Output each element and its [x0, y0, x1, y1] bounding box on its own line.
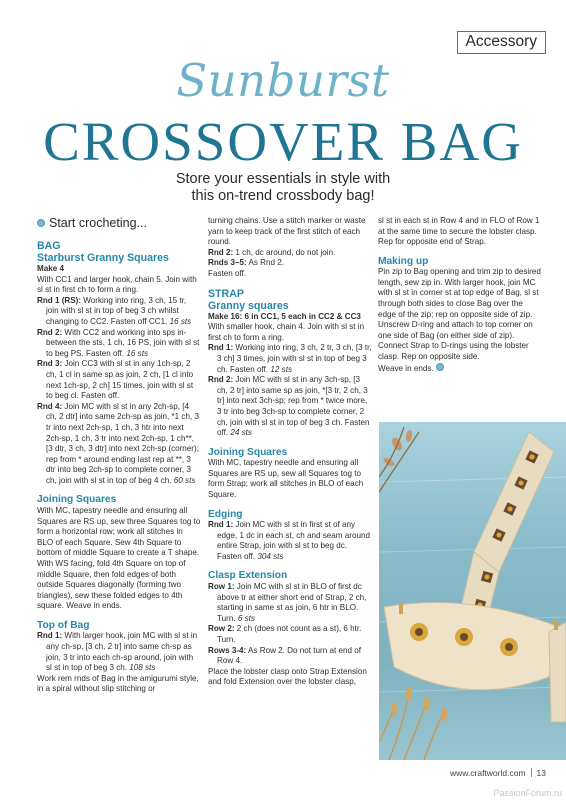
rnd-label: Rnd 2:: [208, 375, 234, 385]
cont-text: turning chains. Use a stitch marker or waste yarn to keep track of the first stitch of each round.: [208, 216, 366, 247]
rnd-text: Join MC with sl st in any 3ch-sp, [3 ch, 2 tr] into same sp as join, *[3 tr, 2 ch, 3 tr] into next 3ch-sp; rep from * twice more, 3 tr into beg 3ch-sp to complete corner, 2 ch, join with sl st in top of beg 3 ch. Fasten off.: [217, 375, 370, 438]
weave-label: Weave in ends.: [378, 363, 434, 373]
rnd-label: Rnd 1:: [208, 520, 234, 530]
row-text: 2 ch (does not count as a st), 6 htr. Turn.: [217, 624, 362, 644]
rnd-label: Rnd 1:: [208, 343, 234, 353]
strap-intro: With smaller hook, chain 4. Join with sl st in first ch to form a ring.: [208, 322, 365, 342]
bag-rnd-3: [37, 359, 201, 401]
place-text: Place the lobster clasp onto Strap Extension and fold Extension over the lobster clasp,: [208, 666, 367, 687]
page-title: CROSSOVER BAG: [43, 111, 523, 172]
st-count: 60 sts: [173, 475, 196, 485]
crochet-bag-illustration: [379, 422, 566, 760]
row-text: Join MC with sl st in BLO of first dc above tr at either short end of Strap, 2 ch, starting in same st as join, 6 htr in BLO. Turn.: [217, 581, 367, 623]
st-count: 304 sts: [257, 551, 284, 561]
top-rnds-3-5: [208, 258, 372, 269]
row-label: Row 2:: [208, 624, 235, 634]
rnd-label: Rnd 1 (RS):: [37, 295, 82, 305]
section-tag: Accessory: [457, 31, 547, 54]
edging-heading: Edging: [208, 508, 243, 520]
weave-text: [378, 363, 543, 375]
making-up-heading: Making up: [378, 255, 429, 267]
granny-heading: Granny squares: [208, 299, 289, 312]
rnd-text: With larger hook, join MC with sl st in any ch-sp, [3 ch, 2 tr] into same ch-sp as join, 3 tr into each ch-sp around, join with sl st in top of beg 3 ch.: [46, 631, 198, 673]
yarn-ball-icon: [37, 219, 45, 227]
page-number: 13: [536, 768, 546, 778]
rnd-text: Join MC with sl st in first st of any edge, 1 dc in each st, ch and seam around entire Strap, join with sl st to beg dc. Fasten off.: [217, 520, 370, 561]
yarn-ball-icon: [436, 363, 444, 371]
edging-rnd-1: [208, 520, 372, 562]
dring-text: Unscrew D-ring and attach to top corner on one side of Bag (on either side of zip). Connect Strap to D-rings using the lobster clasp. Rep on opposite side.: [378, 320, 533, 362]
rnd-label: Rnd 2:: [37, 327, 63, 337]
rnd-text: Join MC with sl st in any 2ch-sp, [4 ch, 2 dtr] into same 2ch-sp as join, *1 ch, 3 tr into next 2ch-sp, 1 ch, 3 htr into next 2ch-sp, 1 ch, 3 tr into next 2ch-sp, 1 ch**, [3 dtr, 3 ch, 3 dtr] into next 2ch-sp (corner); rep from * around ending last rep at **, 3 dtr into beg 2ch-sp to complete corner, 3 ch, join with sl st in top of beg 4 ch.: [46, 401, 199, 485]
column-2: [208, 216, 372, 688]
bag-rnd-4: [37, 402, 201, 487]
strap-heading: STRAP: [208, 287, 244, 300]
rnd-text: 1 ch, dc around, do not join.: [233, 247, 336, 257]
make-count: Make 16: 6 in CC1, 5 each in CC2 & CC3: [208, 311, 361, 321]
strap-rnd-2: [208, 375, 372, 439]
footer-divider: [531, 768, 532, 777]
bag-photo: [379, 422, 566, 760]
row-label: Rows 3-4:: [208, 645, 247, 655]
rnd-label: Rnds 3–5:: [208, 258, 247, 268]
rnd-text: As Rnd 2.: [246, 258, 285, 268]
st-count: 6 sts: [237, 613, 255, 623]
clasp-row-2: [208, 624, 372, 645]
fasten-off: Fasten off.: [208, 268, 247, 278]
column-3: [378, 216, 543, 374]
rnd-label: Rnd 1:: [37, 631, 63, 641]
column-1: [37, 216, 201, 695]
title-script: Sunburst: [176, 54, 390, 107]
bag-heading: BAG: [37, 240, 61, 252]
rnd-text: With CC2 and working into sps in-between the sts, 1 ch, 16 PS, join with sl st to beg PS. Fasten off.: [46, 327, 200, 358]
subtitle: [0, 171, 566, 205]
clasp-heading: Clasp Extension: [208, 570, 288, 582]
bag-rnd-2: [37, 328, 201, 360]
strap-joining-heading: Joining Squares: [208, 446, 288, 458]
website-link[interactable]: www.craftworld.com: [449, 768, 526, 778]
starburst-heading: Starburst Granny Squares: [37, 252, 169, 264]
st-count: 16 sts: [169, 316, 192, 326]
strap-joining-text: With MC, tapestry needle and ensuring all Squares are RS up, sew all Squares tog to form Strap; work all stitches in BLO of each Square.: [208, 458, 364, 499]
clasp-rows-3-4: [208, 646, 372, 667]
bag-intro: With CC1 and larger hook, chain 5. Join with sl st in first ch to form a ring.: [37, 274, 197, 295]
joining-heading: Joining Squares: [37, 494, 117, 506]
st-count: 12 sts: [270, 364, 292, 374]
st-count: 108 sts: [129, 663, 156, 673]
rnd-text: Working into ring, 3 ch, 2 tr, 3 ch, [3 tr, 3 ch] 3 times, join with sl st in top of beg 3 ch. Fasten off.: [217, 343, 372, 374]
top-rnd-1: [37, 631, 201, 673]
bag-rnd-1: [37, 296, 201, 328]
start-line: [37, 216, 201, 230]
start-text: Start crocheting...: [49, 216, 147, 230]
subtitle-line-2: this on-trend crossbody bag!: [191, 188, 375, 204]
top-rnd-2: [208, 248, 372, 259]
rnd-text: Working into ring, 3 ch, 15 tr, join with sl st in top of beg 3 ch whilst changing to CC2. Fasten off CC1.: [46, 295, 187, 326]
top-text: Work rem rnds of Bag in the amigurumi style, in a spiral without slip stitching or: [37, 673, 199, 694]
joining-text: With MC, tapestry needle and ensuring all Squares are RS up, sew three Squares tog to form a horizontal row; work all stitches in BLO of each Square. Sew 4th Square to bottom of middle Square to create a T shape. With WS facing, fold 4th Square on top of middle Square, then fold edges of both outside Squares diagonally (forming two triangles), sew these folded edges to 4th square. Weave in ends.: [37, 505, 201, 611]
rep-text: Rep for opposite end of Strap.: [378, 237, 486, 247]
rnd-text: Join CC3 with sl st in any 1ch-sp, 2 ch, 1 cl in same sp as join, 2 ch, [1 cl into next 1ch-sp, 2 ch] 15 times, join with sl st to beg cl. Fasten off.: [46, 359, 194, 401]
cont-text: sl st in each st in Row 4 and in FLO of Row 1 at the same time to secure the lobster clasp.: [378, 216, 540, 236]
page-footer: [450, 768, 546, 778]
row-text: As Row 2. Do not turn at end of Row 4.: [217, 645, 361, 666]
clasp-row-1: [208, 582, 372, 624]
top-heading: Top of Bag: [37, 619, 90, 631]
st-count: 16 sts: [126, 348, 148, 358]
strap-rnd-1: [208, 343, 372, 375]
make-count: Make 4: [37, 264, 64, 273]
row-label: Row 1:: [208, 581, 235, 591]
subtitle-line-1: Store your essentials in style with: [175, 171, 391, 187]
st-count: 24 sts: [230, 428, 252, 438]
rnd-label: Rnd 4:: [37, 401, 63, 411]
rnd-label: Rnd 2:: [208, 247, 234, 257]
rnd-label: Rnd 3:: [37, 359, 63, 369]
watermark: PassionForum.ru: [493, 788, 562, 798]
making-up-text: Pin zip to Bag opening and trim zip to desired length, sew zip in. With larger hook, join MC with sl st in corner st at top edge of Bag, sl st through both sides to close Bag over the edge of the zip; rep on opposite side of zip.: [378, 267, 541, 319]
